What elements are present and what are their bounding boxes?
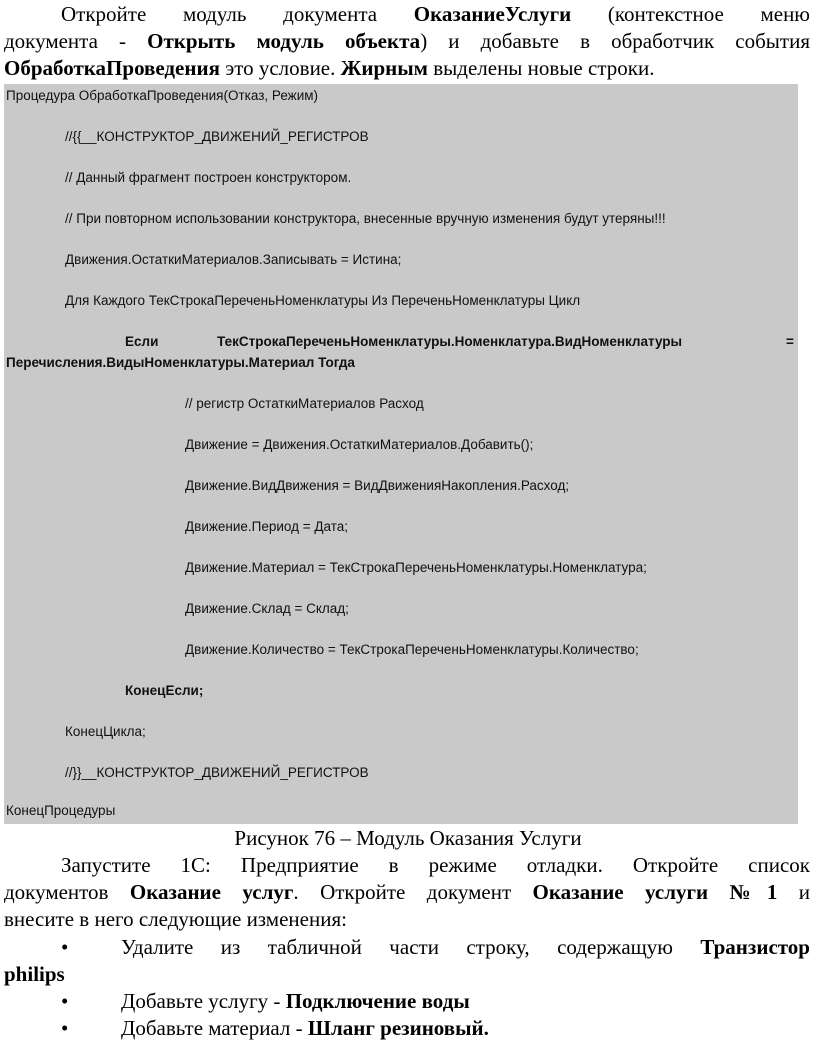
launch-line-3: внесите в него следующие изменения: xyxy=(4,907,347,931)
code-line: // Данный фрагмент построен конструктором. xyxy=(65,170,352,185)
intro-line-3 xyxy=(4,56,654,80)
launch-line-2 xyxy=(4,880,810,904)
launch-text: . Откройте документ xyxy=(293,880,533,904)
code-line: Движение.ВидДвижения = ВидДвиженияНакопления.Расход; xyxy=(185,478,570,493)
intro-text: (контекстное меню xyxy=(571,2,810,26)
intro-text: Откройте модуль документа xyxy=(61,2,414,26)
intro-bold-event-name: ОбработкаПроведения xyxy=(4,56,220,80)
bullet-text: Добавьте материал - xyxy=(121,1016,308,1040)
code-line: Движение.Количество = ТекСтрокаПереченьНоменклатуры.Количество; xyxy=(185,642,639,657)
code-line: // регистр ОстаткиМатериалов Расход xyxy=(185,396,424,411)
bullet-item-3 xyxy=(121,1016,489,1040)
code-line: ТекСтрокаПереченьНоменклатуры.Номенклатура.ВидНоменклатуры xyxy=(217,334,683,349)
bullet-item-1-continuation xyxy=(4,962,65,986)
bullet-marker: • xyxy=(61,989,69,1013)
bullet-bold-item: Шланг резиновый. xyxy=(307,1016,489,1040)
launch-bold-doc: Оказание услуги №1 xyxy=(532,880,778,904)
code-line: Движение.Материал = ТекСтрокаПереченьНоменклатуры.Номенклатура; xyxy=(185,560,647,575)
code-line: Движение.Период = Дата; xyxy=(185,519,349,534)
code-line: //{{__КОНСТРУКТОР_ДВИЖЕНИЙ_РЕГИСТРОВ xyxy=(65,129,369,144)
code-line: //}}__КОНСТРУКТОР_ДВИЖЕНИЙ_РЕГИСТРОВ xyxy=(65,765,369,780)
intro-bold-word: Жирным xyxy=(340,56,428,80)
bullet-text: Добавьте услугу - xyxy=(121,989,286,1013)
code-line-keyword: Если xyxy=(125,334,159,349)
launch-text: и xyxy=(777,880,810,904)
figure-caption: Рисунок 76 – Модуль Оказания Услуги xyxy=(234,826,582,850)
launch-line-1: Запустите 1С: Предприятие в режиме отладки. Откройте список xyxy=(61,853,810,877)
bullet-text: Удалите из табличной части строку, содержащую xyxy=(121,935,701,959)
code-listing-image xyxy=(4,84,798,824)
code-line: Процедура ОбработкаПроведения(Отказ, Режим) xyxy=(6,88,319,103)
intro-text: это условие. xyxy=(219,56,341,80)
intro-bold-menu-item: Открыть модуль объекта xyxy=(147,29,421,53)
intro-line-1 xyxy=(61,2,810,26)
bullet-bold-item: Транзистор xyxy=(700,935,810,959)
intro-line-2 xyxy=(4,29,810,53)
code-line: КонецЕсли; xyxy=(125,683,204,698)
bullet-marker: • xyxy=(61,935,69,959)
launch-bold-doc-list: Оказание услуг xyxy=(129,880,294,904)
intro-text: выделены новые строки. xyxy=(427,56,655,80)
bullet-item-2 xyxy=(121,989,470,1013)
intro-text: документа - xyxy=(4,29,148,53)
bullet-bold-item: philips xyxy=(4,962,65,986)
code-line: КонецПроцедуры xyxy=(6,803,116,818)
intro-text: ) и добавьте в обработчик события xyxy=(420,29,810,53)
code-line: Перечисления.ВидыНоменклатуры.Материал Тогда xyxy=(6,355,355,370)
launch-text: документов xyxy=(4,880,130,904)
bullet-marker: • xyxy=(61,1016,69,1040)
code-line: Движение = Движения.ОстаткиМатериалов.Добавить(); xyxy=(185,437,534,452)
code-line: // При повторном использовании конструктора, внесенные вручную изменения будут утеряны!!! xyxy=(65,211,666,226)
code-line: Движение.Склад = Склад; xyxy=(185,601,349,616)
intro-bold-document-name: ОказаниеУслуги xyxy=(413,2,572,26)
code-line: КонецЦикла; xyxy=(65,724,146,739)
code-line-operator: = xyxy=(786,334,794,349)
code-line: Для Каждого ТекСтрокаПереченьНоменклатуры Из ПереченьНоменклатуры Цикл xyxy=(65,293,581,308)
bullet-item-1 xyxy=(121,935,810,959)
code-line: Движения.ОстаткиМатериалов.Записывать = Истина; xyxy=(65,252,402,267)
bullet-bold-item: Подключение воды xyxy=(285,989,470,1013)
